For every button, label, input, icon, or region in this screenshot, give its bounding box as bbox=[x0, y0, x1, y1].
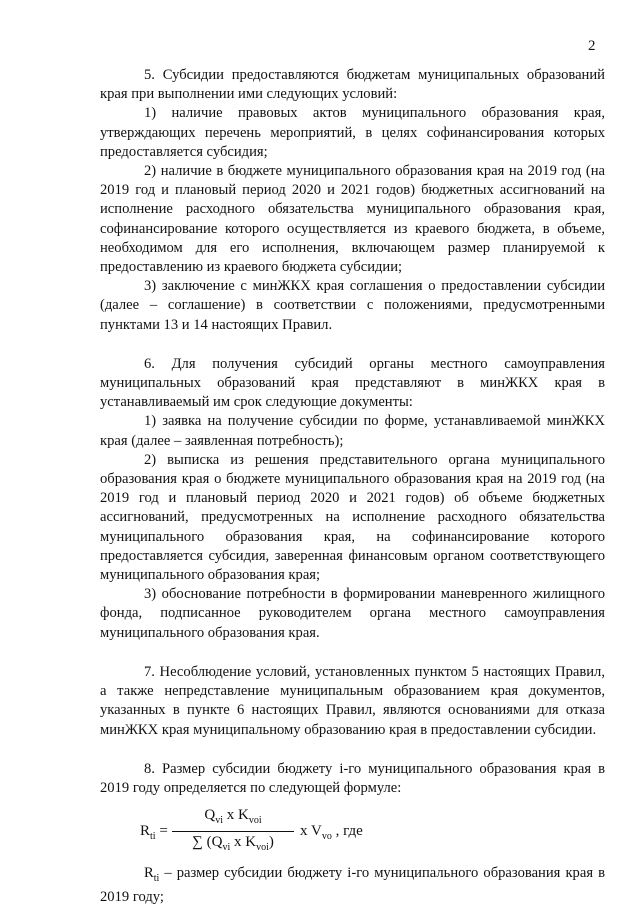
paragraph-5-intro: 5. Субсидии предоставляются бюджетам муниципальных образований края при выполнении ими следующих условий: bbox=[100, 67, 605, 103]
page-number: 2 bbox=[588, 38, 596, 54]
spacer bbox=[100, 740, 605, 760]
formula-tail: x $V_{vo}$ , где bbox=[300, 823, 363, 843]
paragraph-5-item-2: 2) наличие в бюджете муниципального образования края на 2019 год (на 2019 год и плановый период 2020 и 2021 годов) бюджетных ассигнований на исполнение расходного обязательства муниципального образования края, софинансирование которого осуществляется из краевого бюджета, в объеме, необходимом для его исполнения, включающем размер планируемой к предоставлению из краевого бюджета субсидии; bbox=[100, 163, 605, 276]
spacer bbox=[100, 643, 605, 663]
paragraph-6-item-3: 3) обоснование потребности в формировании маневренного жилищного фонда, подписанное руководителем органа местного самоуправления муниципального образования края. bbox=[100, 586, 605, 641]
definition-r-ti: $R_{ti}$ – размер субсидии бюджету i-го муниципального образования края в 2019 году; bbox=[100, 865, 605, 906]
paragraph-5-item-3: 3) заключение с минЖКХ края соглашения о предоставлении субсидии (далее – соглашение) в соответствии с положениями, предусмотренными пунктами 13 и 14 настоящих Правил. bbox=[100, 278, 605, 333]
formula-denominator: ∑ ($Q_{vi}$ x $K_{voi}$) bbox=[192, 834, 274, 854]
spacer bbox=[100, 798, 605, 806]
formula-fraction bbox=[172, 806, 294, 857]
spacer bbox=[100, 335, 605, 355]
document-body bbox=[100, 66, 605, 907]
subsidy-formula bbox=[100, 806, 605, 856]
paragraph-6-item-1: 1) заявка на получение субсидии по форме, устанавливаемой минЖКХ края (далее – заявленная потребность); bbox=[100, 413, 605, 449]
paragraph-6-item-2: 2) выписка из решения представительного органа муниципального образования края о бюджете муниципального образования края на 2019 год (на 2019 год и плановый период 2020 и 2021 годов) об объеме бюджетных ассигнований, предусмотренных на исполнение расходного обязательства муниципального образования края, на софинансирование которого предоставляется субсидия, заверенная финансовым органом соответствующего муниципального образования края; bbox=[100, 451, 605, 584]
formula-lhs: $R_{ti}$ = bbox=[140, 823, 168, 843]
formula-numerator: $Q_{vi}$ x $K_{voi}$ bbox=[172, 806, 294, 832]
paragraph-8: 8. Размер субсидии бюджету i-го муниципального образования края в 2019 году определяется по следующей формуле: bbox=[100, 760, 605, 796]
paragraph-5-item-1: 1) наличие правовых актов муниципального образования края, утверждающих перечень мероприятий, в целях софинансирования которых предоставляется субсидия; bbox=[100, 105, 605, 160]
paragraph-7: 7. Несоблюдение условий, установленных пунктом 5 настоящих Правил, а также непредставление муниципальным образованием края документов, указанных в пункте 6 настоящих Правил, являются основаниями для отказа минЖКХ края муниципальному образованию края в предоставлении субсидии. bbox=[100, 663, 605, 738]
paragraph-6-intro: 6. Для получения субсидий органы местного самоуправления муниципальных образований края представляют в минЖКХ края в устанавливаемый им срок следующие документы: bbox=[100, 355, 605, 411]
